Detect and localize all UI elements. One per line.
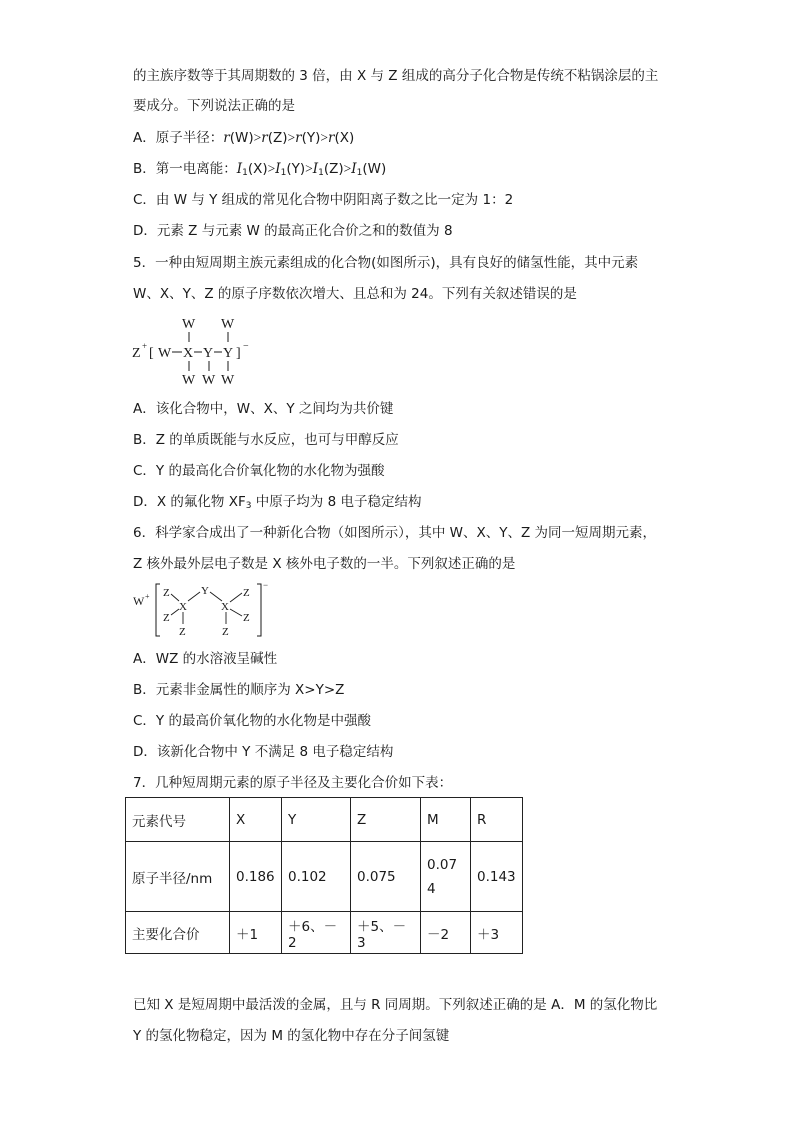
q4-option-a: A．原子半径：r(W)>r(Z)>r(Y)>r(X) xyxy=(133,130,355,146)
q5-option-d-sub: 3 xyxy=(245,501,252,511)
q6-atom: X xyxy=(221,601,229,613)
table-header-cell: 元素代号 xyxy=(126,798,230,842)
table-header-cell: Z xyxy=(351,798,421,842)
table-row-valence xyxy=(126,912,523,954)
q6-structure-diagram xyxy=(130,580,270,642)
q6-atom: X xyxy=(179,601,187,613)
q5-atom: W xyxy=(202,373,216,388)
q5-stem-2: W、X、Y、Z 的原子序数依次增大、且总和为 24。下列有关叙述错误的是 xyxy=(133,286,577,302)
q5-stem-1: 5．一种由短周期主族元素组成的化合物(如图所示)，具有良好的储氢性能，其中元素 xyxy=(133,255,639,271)
table-header-cell: R xyxy=(471,798,523,842)
table-cell: ＋3 xyxy=(471,912,523,954)
q5-option-b: B．Z 的单质既能与水反应，也可与甲醇反应 xyxy=(133,432,399,448)
q6-atom: Z xyxy=(163,612,170,624)
q4-option-a-label: A．原子半径： xyxy=(133,130,224,146)
table-header-cell: Y xyxy=(282,798,351,842)
q6-stem-1: 6．科学家合成出了一种新化合物（如图所示），其中 W、X、Y、Z 为同一短周期元素， xyxy=(133,525,657,541)
q5-option-d-post: 中原子均为 8 电子稳定结构 xyxy=(251,494,422,510)
table-cell: ＋1 xyxy=(230,912,282,954)
q5-cation: Z xyxy=(132,346,141,361)
q4-option-a-expr: r xyxy=(223,130,230,146)
q5-atom: Y xyxy=(223,346,234,361)
table-cell: －2 xyxy=(421,912,471,954)
q5-open-bracket: [ xyxy=(149,346,154,361)
q5-atom: X xyxy=(183,346,194,361)
q5-option-d xyxy=(133,492,421,516)
table-cell: 0.186 xyxy=(230,842,282,912)
q6-option-c: C．Y 的最高价氧化物的水化物是中强酸 xyxy=(133,713,371,729)
q5-option-c: C．Y 的最高化合价氧化物的水化物为强酸 xyxy=(133,463,385,479)
q6-option-d: D．该新化合物中 Y 不满足 8 电子稳定结构 xyxy=(133,744,394,760)
table-row-radius xyxy=(126,842,523,912)
q5-atom: W xyxy=(221,317,235,332)
q5-atom: W xyxy=(158,346,172,361)
q6-atom: Z xyxy=(222,626,229,638)
q4-option-b: B．第一电离能：$I_1(X)>I_1(Y)>I_1(Z)>I_1(W)$ xyxy=(133,161,387,178)
q5-option-a: A．该化合物中，W、X、Y 之间均为共价键 xyxy=(133,401,394,417)
table-header-row xyxy=(126,798,523,842)
table-header-cell: M xyxy=(421,798,471,842)
q6-option-b: B．元素非金属性的顺序为 X>Y>Z xyxy=(133,682,345,698)
q6-atom: Z xyxy=(163,587,170,599)
q5-close-bracket: ] xyxy=(236,346,241,361)
q5-anion-charge: − xyxy=(243,341,249,352)
q5-option-d-pre: D．X 的氟化物 XF xyxy=(133,494,246,510)
q6-atom: Z xyxy=(243,612,250,624)
q7-stem: 7．几种短周期元素的原子半径及主要化合价如下表： xyxy=(133,775,453,791)
q7-tail-1: 已知 X 是短周期中最活泼的金属，且与 R 同周期。下列叙述正确的是 A．M 的氢化物比 xyxy=(133,997,658,1013)
intro-line-1: 的主族序数等于其周期数的 3 倍，由 X 与 Z 组成的高分子化合物是传统不粘锅涂层的主 xyxy=(133,68,659,84)
q5-atom: Y xyxy=(203,346,214,361)
element-table xyxy=(125,797,523,954)
table-header-cell: X xyxy=(230,798,282,842)
q6-atom: Z xyxy=(179,626,186,638)
q4-option-b-label: B．第一电离能： xyxy=(133,161,237,177)
table-row-label: 原子半径/nm xyxy=(126,842,230,912)
table-cell: 0.143 xyxy=(471,842,523,912)
q6-cation: W xyxy=(133,594,145,608)
table-cell: 0.074 xyxy=(421,842,471,912)
q6-anion-charge: − xyxy=(263,580,269,590)
q6-atom: Z xyxy=(243,587,250,599)
table-row-label: 主要化合价 xyxy=(126,912,230,954)
q6-stem-2: Z 核外最外层电子数是 X 核外电子数的一半。下列叙述正确的是 xyxy=(133,556,516,572)
table-cell: 0.075 xyxy=(351,842,421,912)
table-cell: ＋5、－3 xyxy=(351,912,421,954)
q4-option-d: D．元素 Z 与元素 W 的最高正化合价之和的数值为 8 xyxy=(133,223,453,239)
q7-tail-2: Y 的氢化物稳定，因为 M 的氢化物中存在分子间氢键 xyxy=(133,1028,450,1044)
q6-atom: Y xyxy=(201,585,209,597)
table-cell: 0.102 xyxy=(282,842,351,912)
table-cell: ＋6、－2 xyxy=(282,912,351,954)
q6-option-a: A．WZ 的水溶液呈碱性 xyxy=(133,651,278,667)
q5-structure-diagram xyxy=(130,312,270,392)
intro-line-2: 要成分。下列说法正确的是 xyxy=(133,98,295,114)
q5-atom: W xyxy=(182,317,196,332)
q5-cation-charge: + xyxy=(142,341,148,351)
q5-atom: W xyxy=(221,373,235,388)
q6-cation-charge: + xyxy=(145,592,150,601)
q5-atom: W xyxy=(182,373,196,388)
q4-option-c: C．由 W 与 Y 组成的常见化合物中阴阳离子数之比一定为 1：2 xyxy=(133,192,514,208)
